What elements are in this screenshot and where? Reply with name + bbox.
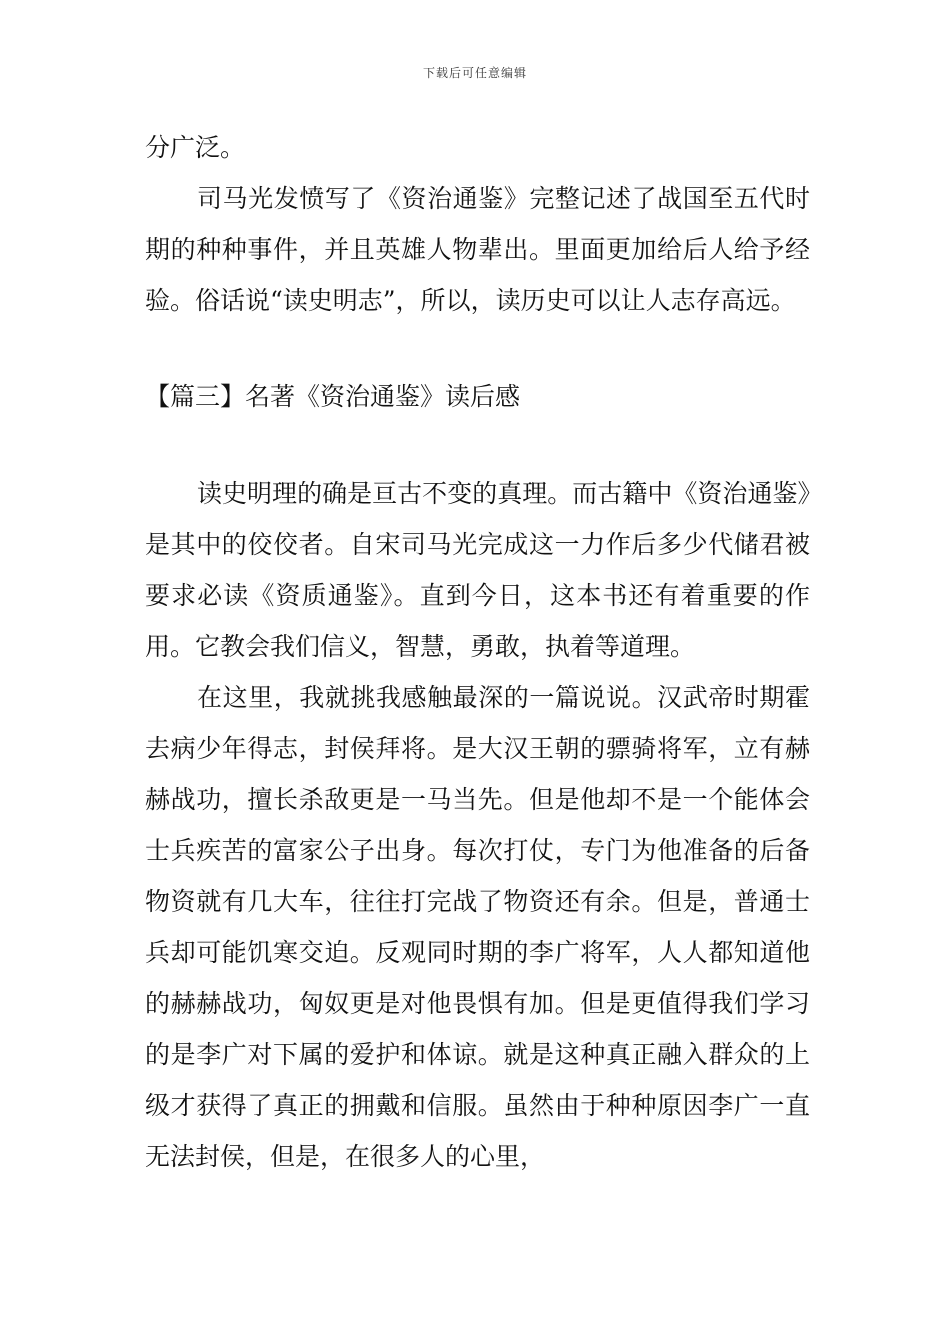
paragraph-continuation: 分广泛。 bbox=[145, 133, 246, 162]
paragraph-reading-history: 读史明理的确是亘古不变的真理。而古籍中《资治通鉴》是其中的佼佼者。自宋司马光完成这一力作后多少代储君被要求必读《资质通鉴》。直到今日，这本书还有着重要的作用。它教会我们信义，智慧，勇敢，执着等道理。 bbox=[145, 479, 810, 661]
page-header: 下载后可任意编辑 bbox=[422, 66, 527, 80]
paragraph-sima-guang: 司马光发愤写了《资治通鉴》完整记述了战国至五代时期的种种事件，并且英雄人物辈出。里面更加给后人给予经验。俗话说“读史明志”，所以，读历史可以让人志存高远。 bbox=[145, 184, 810, 315]
section-heading: 【篇三】名著《资治通鉴》读后感 bbox=[145, 382, 521, 411]
document-body bbox=[145, 122, 810, 1182]
paragraph-huo-qubing-li-guang: 在这里，我就挑我感触最深的一篇说说。汉武帝时期霍去病少年得志，封侯拜将。是大汉王朝的骠骑将军，立有赫赫战功，擅长杀敌更是一马当先。但是他却不是一个能体会士兵疾苦的富家公子出身。每次打仗，专门为他准备的后备物资就有几大车，往往打完战了物资还有余。但是，普通士兵却可能饥寒交迫。反观同时期的李广将军，人人都知道他的赫赫战功，匈奴更是对他畏惧有加。但是更值得我们学习的是李广对下属的爱护和体谅。就是这种真正融入群众的上级才获得了真正的拥戴和信服。虽然由于种种原因李广一直无法封侯，但是，在很多人的心里， bbox=[145, 683, 810, 1171]
